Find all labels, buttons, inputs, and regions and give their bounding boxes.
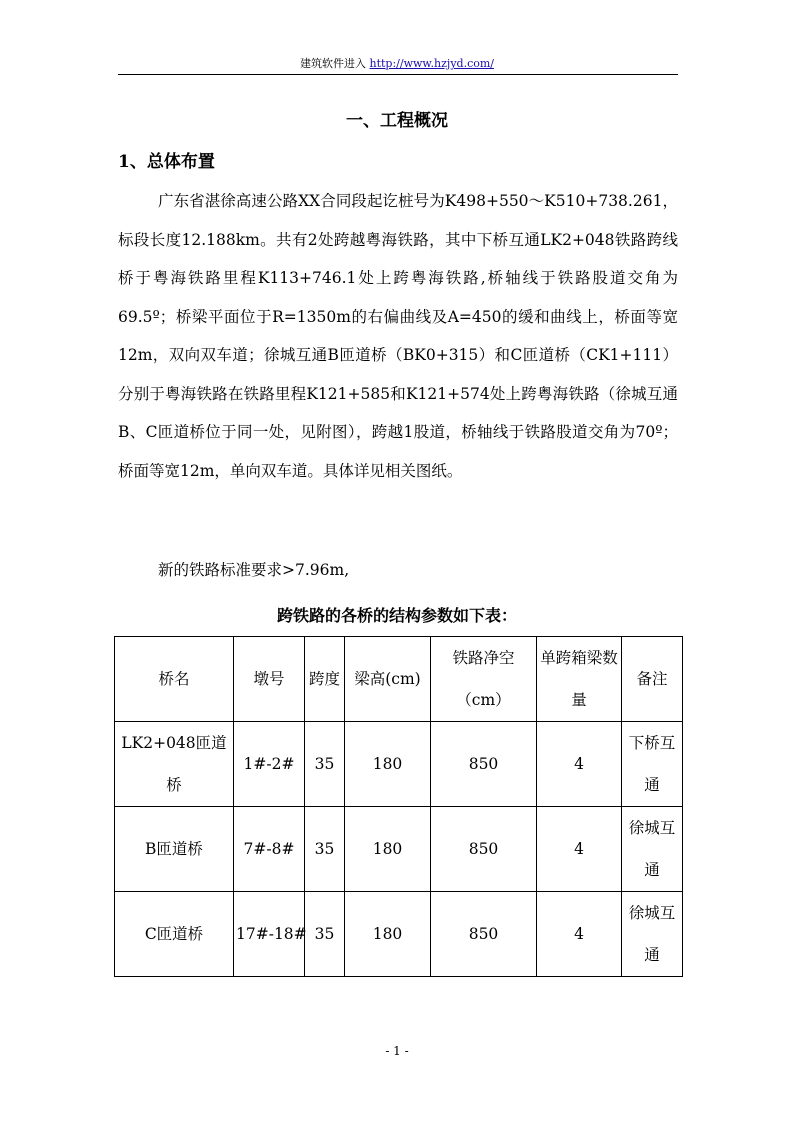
cell-pier: 17#-18# bbox=[234, 892, 305, 977]
header-cell: 梁高(cm) bbox=[345, 637, 431, 722]
header-text: 建筑软件进入 bbox=[300, 57, 366, 70]
cell-bridge-name: C匝道桥 bbox=[115, 892, 234, 977]
table-header-row bbox=[115, 637, 683, 722]
header-cell: 跨度 bbox=[305, 637, 345, 722]
page-header bbox=[0, 55, 794, 71]
header-cell: 铁路净空（cm） bbox=[431, 637, 537, 722]
table-row bbox=[115, 722, 683, 807]
section-title: 一、工程概况 bbox=[346, 111, 448, 131]
cell-girder-count: 4 bbox=[537, 807, 622, 892]
header-cell: 墩号 bbox=[234, 637, 305, 722]
header-link[interactable]: http://www.hzjyd.com/ bbox=[369, 57, 494, 70]
cell-beam-height: 180 bbox=[345, 892, 431, 977]
cell-remark: 下桥互通 bbox=[622, 722, 683, 807]
cell-clearance: 850 bbox=[431, 807, 537, 892]
cell-beam-height: 180 bbox=[345, 722, 431, 807]
cell-span: 35 bbox=[305, 722, 345, 807]
table-title: 跨铁路的各桥的结构参数如下表： bbox=[276, 606, 517, 625]
cell-beam-height: 180 bbox=[345, 807, 431, 892]
cell-pier: 1#-2# bbox=[234, 722, 305, 807]
cell-girder-count: 4 bbox=[537, 722, 622, 807]
table-row bbox=[115, 892, 683, 977]
cell-clearance: 850 bbox=[431, 892, 537, 977]
page-number: - 1 - bbox=[385, 1044, 409, 1058]
cell-pier: 7#-8# bbox=[234, 807, 305, 892]
header-divider bbox=[118, 74, 678, 75]
cell-remark: 徐城互通 bbox=[622, 807, 683, 892]
header-cell: 备注 bbox=[622, 637, 683, 722]
cell-span: 35 bbox=[305, 807, 345, 892]
header-cell: 桥名 bbox=[115, 637, 234, 722]
cell-bridge-name: B匝道桥 bbox=[115, 807, 234, 892]
cell-girder-count: 4 bbox=[537, 892, 622, 977]
standard-paragraph: 新的铁路标准要求>7.96m, bbox=[158, 561, 350, 579]
cell-clearance: 850 bbox=[431, 722, 537, 807]
cell-bridge-name: LK2+048匝道桥 bbox=[115, 722, 234, 807]
table-row bbox=[115, 807, 683, 892]
cell-span: 35 bbox=[305, 892, 345, 977]
subsection-title: 1、总体布置 bbox=[118, 152, 215, 172]
overview-paragraph: 广东省湛徐高速公路XX合同段起讫桩号为K498+550～K510+738.261，标段长度12.188km。共有2处跨越粤海铁路，其中下桥互通LK2+048铁路跨线桥于粤海铁路里程K113+746.1处上跨粤海铁路,桥轴线于铁路股道交角为69.5º；桥梁平面位于R=1350m的右偏曲线及A=450的缓和曲线上，桥面等宽12m，双向双车道；徐城互通B匝道桥（BK0+315）和C匝道桥（CK1+111）分别于粤海铁路在铁路里程K121+585和K121+574处上跨粤海铁路（徐城互通B、C匝道桥位于同一处，见附图），跨越1股道，桥轴线于铁路股道交角为70º；桥面等宽12m，单向双车道。具体详见相关图纸。 bbox=[118, 192, 678, 480]
header-cell: 单跨箱梁数量 bbox=[537, 637, 622, 722]
bridge-parameter-table bbox=[114, 636, 683, 977]
cell-remark: 徐城互通 bbox=[622, 892, 683, 977]
